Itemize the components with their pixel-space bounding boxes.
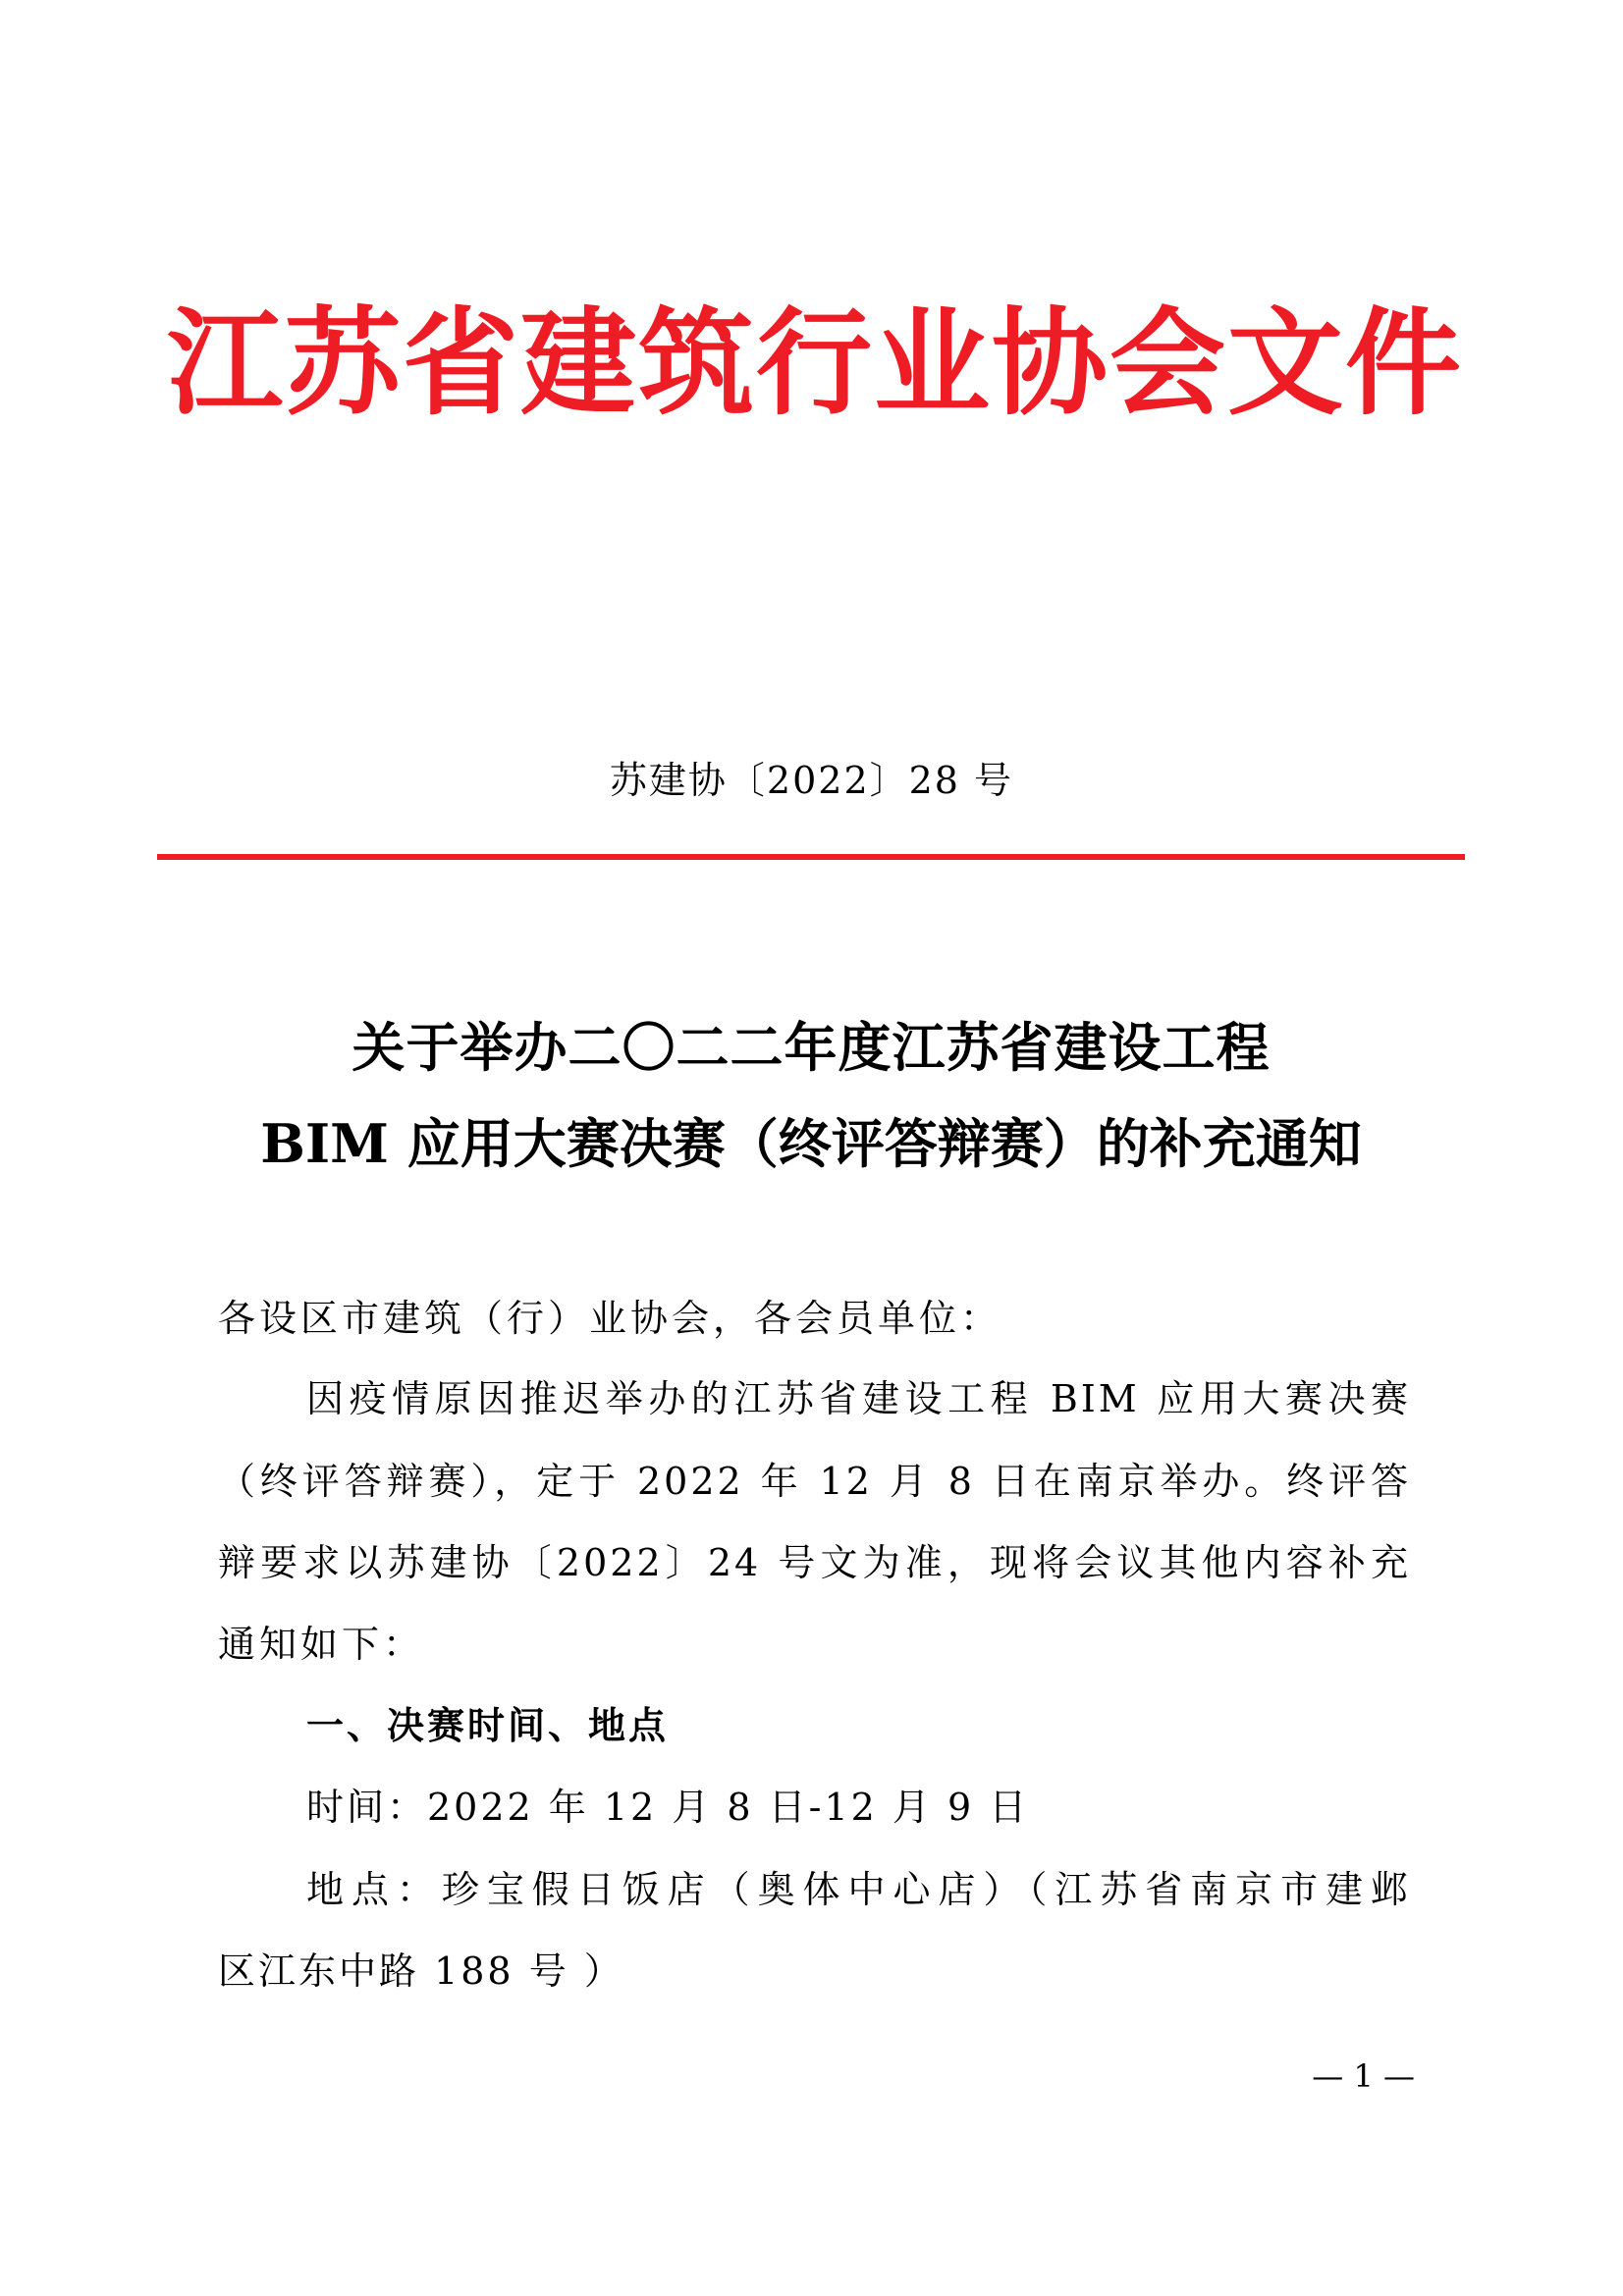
event-place-line: 区江东中路 188 号 ）	[218, 1949, 624, 1993]
paragraph-line: 辩要求以苏建协〔2022〕24 号文为准，现将会议其他内容补充	[218, 1541, 1411, 1584]
paragraph-line: 因疫情原因推迟举办的江苏省建设工程 BIM 应用大赛决赛	[306, 1377, 1411, 1420]
notice-title-line-2: BIM 应用大赛决赛（终评答辩赛）的补充通知	[260, 1112, 1362, 1175]
event-time: 时间：2022 年 12 月 8 日-12 月 9 日	[306, 1786, 1030, 1829]
red-divider-line	[157, 854, 1465, 860]
notice-title-line-1: 关于举办二〇二二年度江苏省建设工程	[352, 1016, 1271, 1079]
event-place-line: 地点：珍宝假日饭店（奥体中心店）（江苏省南京市建邺	[306, 1868, 1411, 1911]
org-document-header: 江苏省建筑行业协会文件	[166, 294, 1463, 431]
paragraph-line: 通知如下：	[218, 1623, 425, 1666]
salutation: 各设区市建筑（行）业协会，各会员单位：	[218, 1297, 1002, 1340]
section-heading: 一、决赛时间、地点	[306, 1703, 670, 1747]
paragraph-line: （终评答辩赛），定于 2022 年 12 月 8 日在南京举办。终评答	[218, 1460, 1411, 1503]
page-number: — 1 —	[1312, 2057, 1415, 2095]
document-number: 苏建协〔2022〕28 号	[609, 759, 1014, 802]
